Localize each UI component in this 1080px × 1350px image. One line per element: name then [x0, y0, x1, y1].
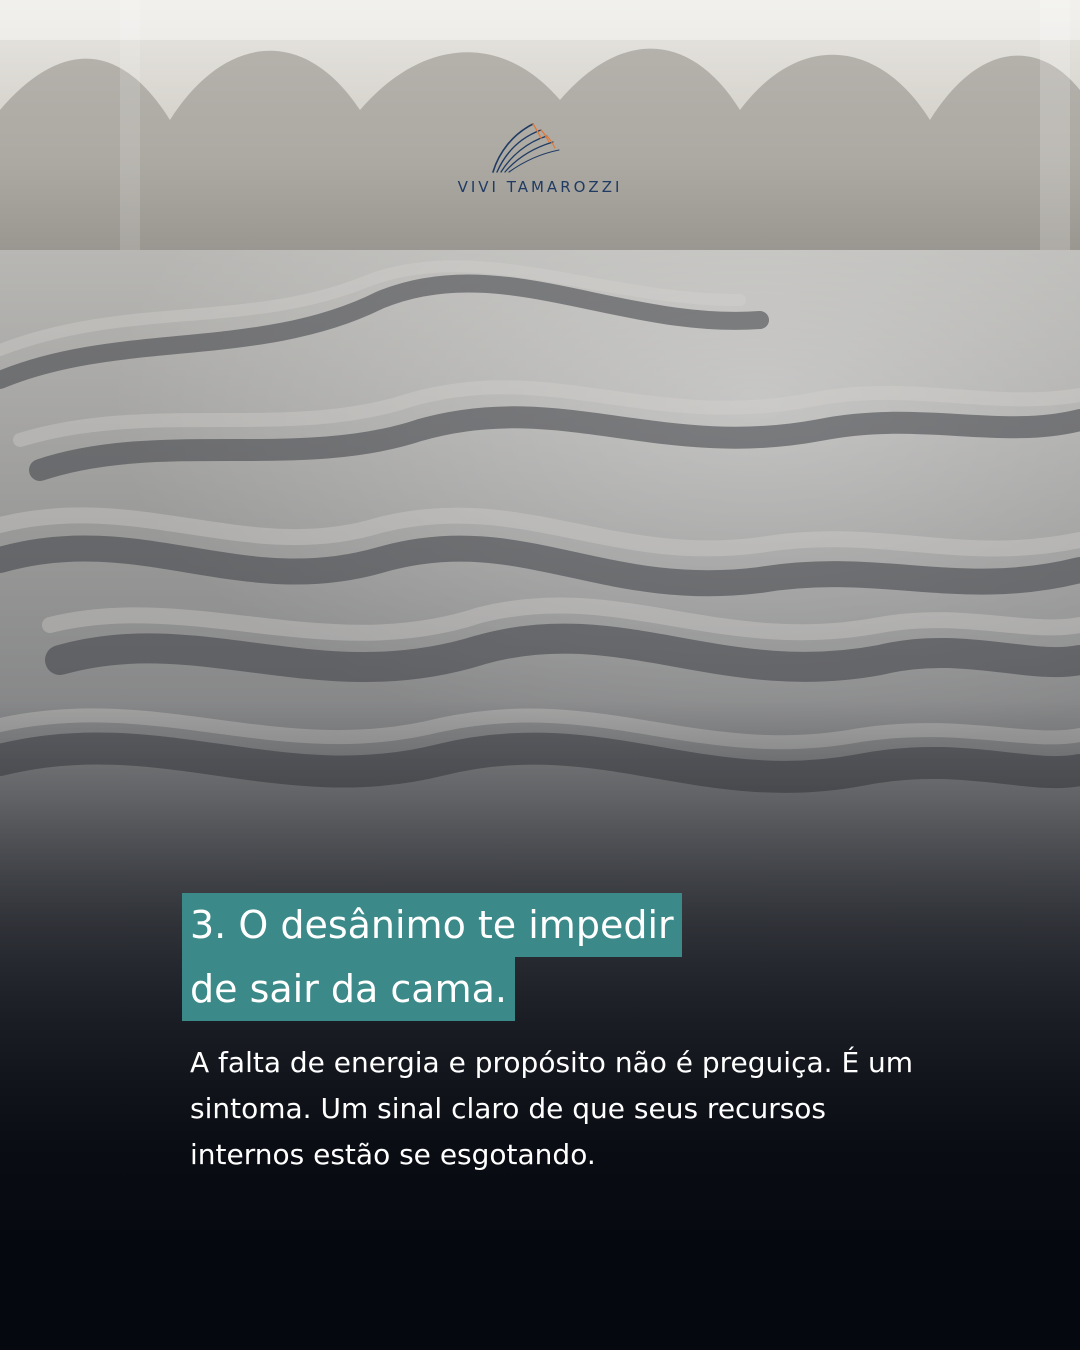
headline-line-1: 3. O desânimo te impedir: [182, 893, 682, 957]
brand-name: VIVI TAMAROZZI: [457, 178, 623, 196]
body-paragraph: A falta de energia e propósito não é preguiça. É um sintoma. Um sinal claro de que seus recursos internos estão se esgotando.: [190, 1046, 914, 1171]
headline-line-2: de sair da cama.: [182, 957, 515, 1021]
brand-logo: [440, 118, 640, 202]
headline: [182, 893, 882, 1021]
wing-feathers-icon: [485, 118, 565, 176]
